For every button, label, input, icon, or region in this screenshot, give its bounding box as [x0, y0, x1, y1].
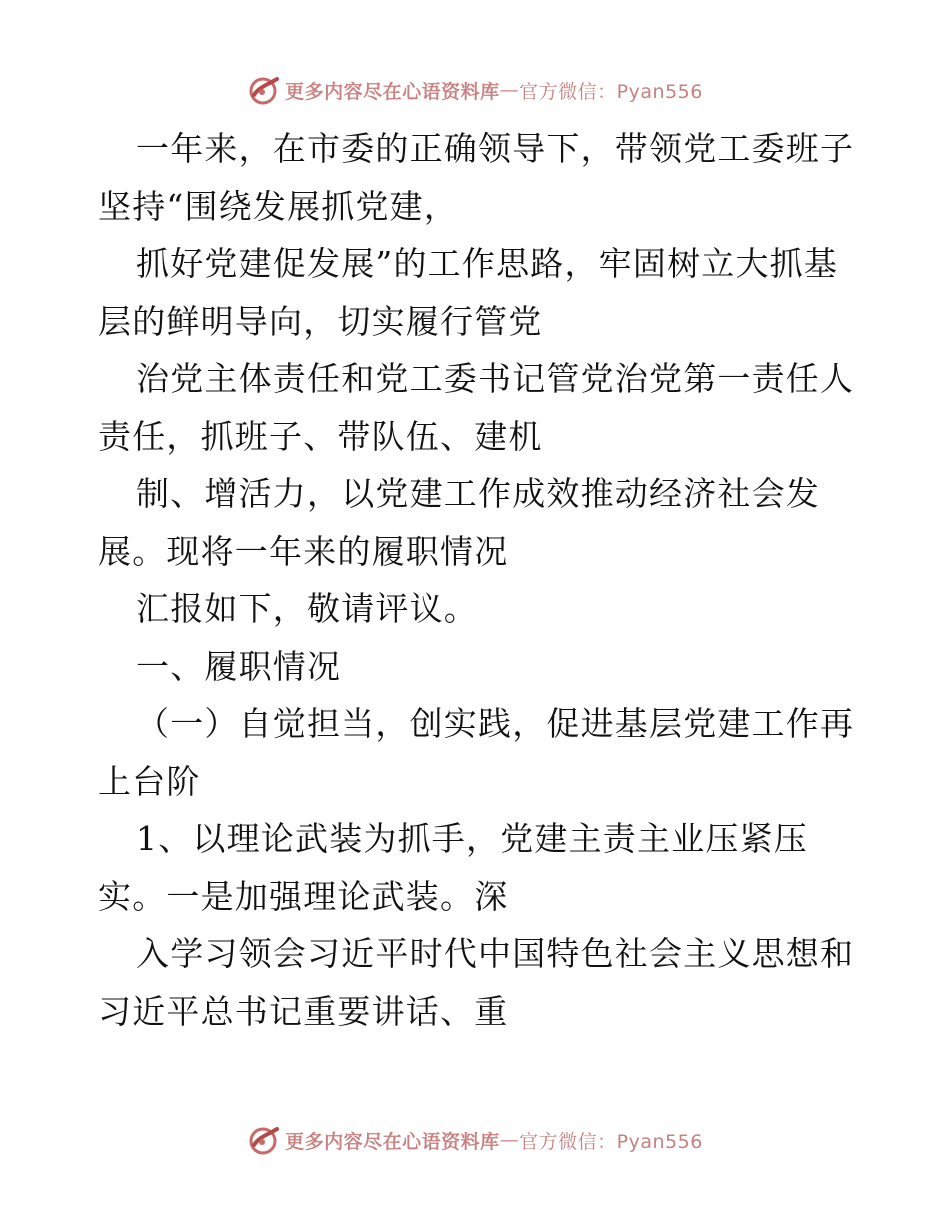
text-line: 坚持“围绕发展抓党建，	[98, 186, 459, 226]
text-line: 习近平总书记重要讲话、重	[98, 991, 509, 1031]
text-line: 抓好党建促发展”的工作思路，牢固树立大抓基	[136, 244, 839, 283]
watermark-footer	[0, 1120, 950, 1160]
text-line: 入学习领会习近平时代中国特色社会主义思想和	[136, 934, 855, 973]
brush-logo-icon	[247, 73, 281, 107]
text-line: 层的鲜明导向，切实履行管党	[98, 301, 543, 341]
subsection-heading: （一）自觉担当，创实践，促进基层党建工作再	[136, 704, 855, 743]
document-body	[98, 120, 858, 1040]
text-line: 责任，抓班子、带队伍、建机	[98, 416, 543, 456]
watermark-brand: 更多内容尽在心语资料库	[285, 1130, 500, 1153]
watermark-contact: 官方微信：Pyan556	[519, 80, 703, 103]
subsection-heading-continued: 上台阶	[98, 761, 201, 801]
watermark-contact: 官方微信：Pyan556	[519, 1130, 703, 1153]
watermark-header	[0, 70, 950, 110]
text-line: 展。现将一年来的履职情况	[98, 531, 509, 571]
text-line: 一年来，在市委的正确领导下，带领党工委班子	[136, 129, 855, 168]
watermark-separator: —	[499, 1129, 520, 1151]
section-heading: 一、履职情况	[136, 646, 342, 686]
watermark-separator: —	[499, 79, 520, 101]
text-line: 1、以理论武装为抓手，党建主责主业压紧压	[136, 819, 808, 858]
text-line: 制、增活力，以党建工作成效推动经济社会发	[136, 474, 820, 513]
text-line: 汇报如下，敬请评议。	[136, 589, 478, 628]
text-line: 治党主体责任和党工委书记管党治党第一责任人	[136, 359, 855, 398]
brush-logo-icon	[247, 1123, 281, 1157]
watermark-brand: 更多内容尽在心语资料库	[285, 80, 500, 103]
text-line: 实。一是加强理论武装。深	[98, 876, 509, 916]
